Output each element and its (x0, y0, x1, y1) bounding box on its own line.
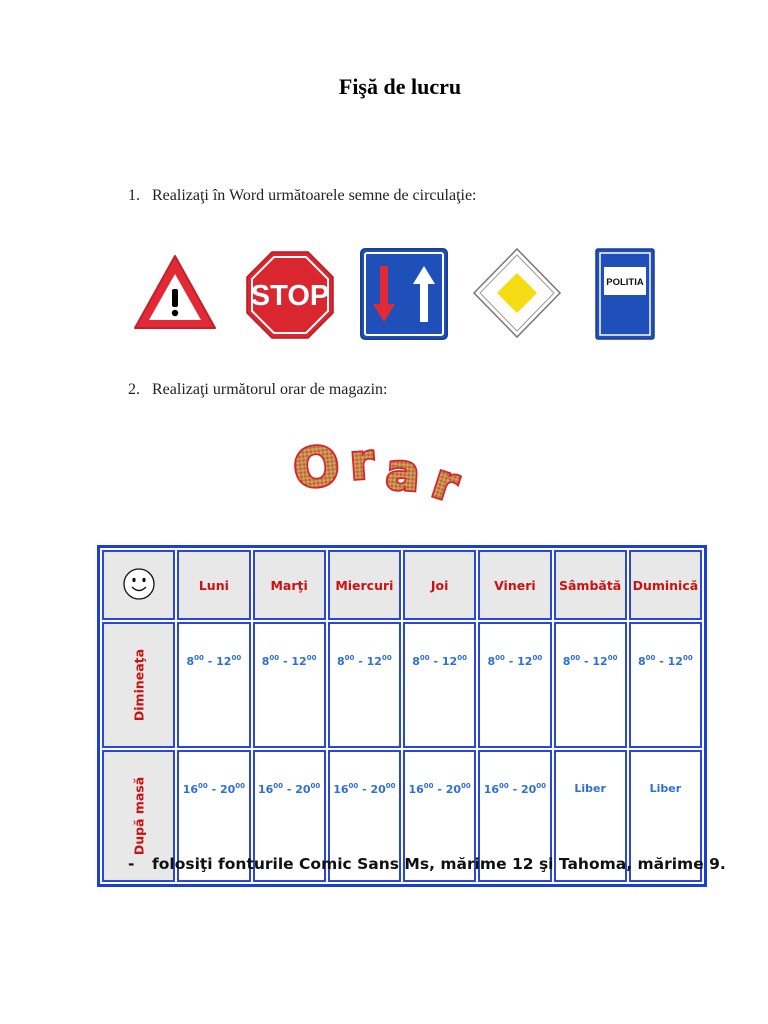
orar-wordart-text: Orar (387, 517, 389, 518)
note-dash: - (128, 855, 135, 873)
task-1 (128, 187, 477, 205)
free-cell: Liber (629, 750, 702, 882)
smiley-icon (122, 567, 156, 601)
time-cell: $16^{00} - 20^{00}$ (253, 750, 326, 882)
free-cell: Liber (554, 750, 627, 882)
font-instruction-note (128, 855, 726, 873)
day-header: Vineri (478, 550, 551, 620)
priority-road-icon (472, 247, 562, 339)
row-label: După masă (131, 776, 147, 856)
time-cell: $8^{00} - 12^{00}$ (177, 622, 250, 748)
task-2-number: 2. (128, 381, 140, 398)
time-cell: $8^{00} - 12^{00}$ (328, 622, 401, 748)
time-cell: $16^{00} - 20^{00}$ (177, 750, 250, 882)
day-header: Marţi (253, 550, 326, 620)
svg-text:r: r (348, 433, 376, 492)
svg-text:a: a (384, 442, 422, 503)
svg-text:r: r (425, 452, 466, 514)
warning-triangle-icon (131, 252, 219, 332)
task-1-number: 1. (128, 187, 140, 204)
start-min: 00 (194, 654, 204, 662)
end-min: 00 (231, 654, 242, 662)
table-corner-cell (102, 550, 175, 620)
store-schedule-table (97, 545, 707, 887)
police-sign-icon (595, 248, 655, 340)
table-header-row (102, 550, 702, 620)
stop-sign-icon (245, 250, 335, 340)
orar-letters (290, 434, 466, 514)
task-2 (128, 381, 387, 399)
police-sign-text: POLITIA (606, 277, 644, 288)
time-cell: $8^{00} - 12^{00}$ (403, 622, 476, 748)
priority-oncoming-icon (360, 248, 448, 340)
day-header: Duminică (629, 550, 702, 620)
time-cell: $16^{00} - 20^{00}$ (478, 750, 551, 882)
time-cell: $8^{00} - 12^{00}$ (629, 622, 702, 748)
svg-text:O: O (290, 433, 343, 502)
stop-sign-text: STOP (250, 280, 330, 312)
time-cell: $8^{00} - 12^{00}$ (478, 622, 551, 748)
day-header: Sâmbătă (554, 550, 627, 620)
row-label-cell (102, 622, 175, 748)
table-row (102, 622, 702, 748)
time-cell: $16^{00} - 20^{00}$ (328, 750, 401, 882)
day-header: Luni (177, 550, 250, 620)
page-title: Fişă de lucru (338, 74, 462, 99)
start-hour: 8 (186, 655, 195, 668)
time-cell: $16^{00} - 20^{00}$ (403, 750, 476, 882)
note-text: folosiţi fonturile Comic Sans Ms, mărime 12 şi Tahoma, mărime 9. (152, 855, 726, 873)
task-1-text: Realizaţi în Word următoarele semne de circulaţie: (152, 187, 477, 204)
end-hour: 12 (216, 655, 232, 668)
time-cell: $8^{00} - 12^{00}$ (253, 622, 326, 748)
row-label: Dimineaţa (131, 648, 147, 722)
orar-wordart (288, 418, 488, 518)
day-header: Joi (403, 550, 476, 620)
task-2-text: Realizaţi următorul orar de magazin: (152, 381, 388, 398)
time-cell: $8^{00} - 12^{00}$ (554, 622, 627, 748)
day-header: Miercuri (328, 550, 401, 620)
